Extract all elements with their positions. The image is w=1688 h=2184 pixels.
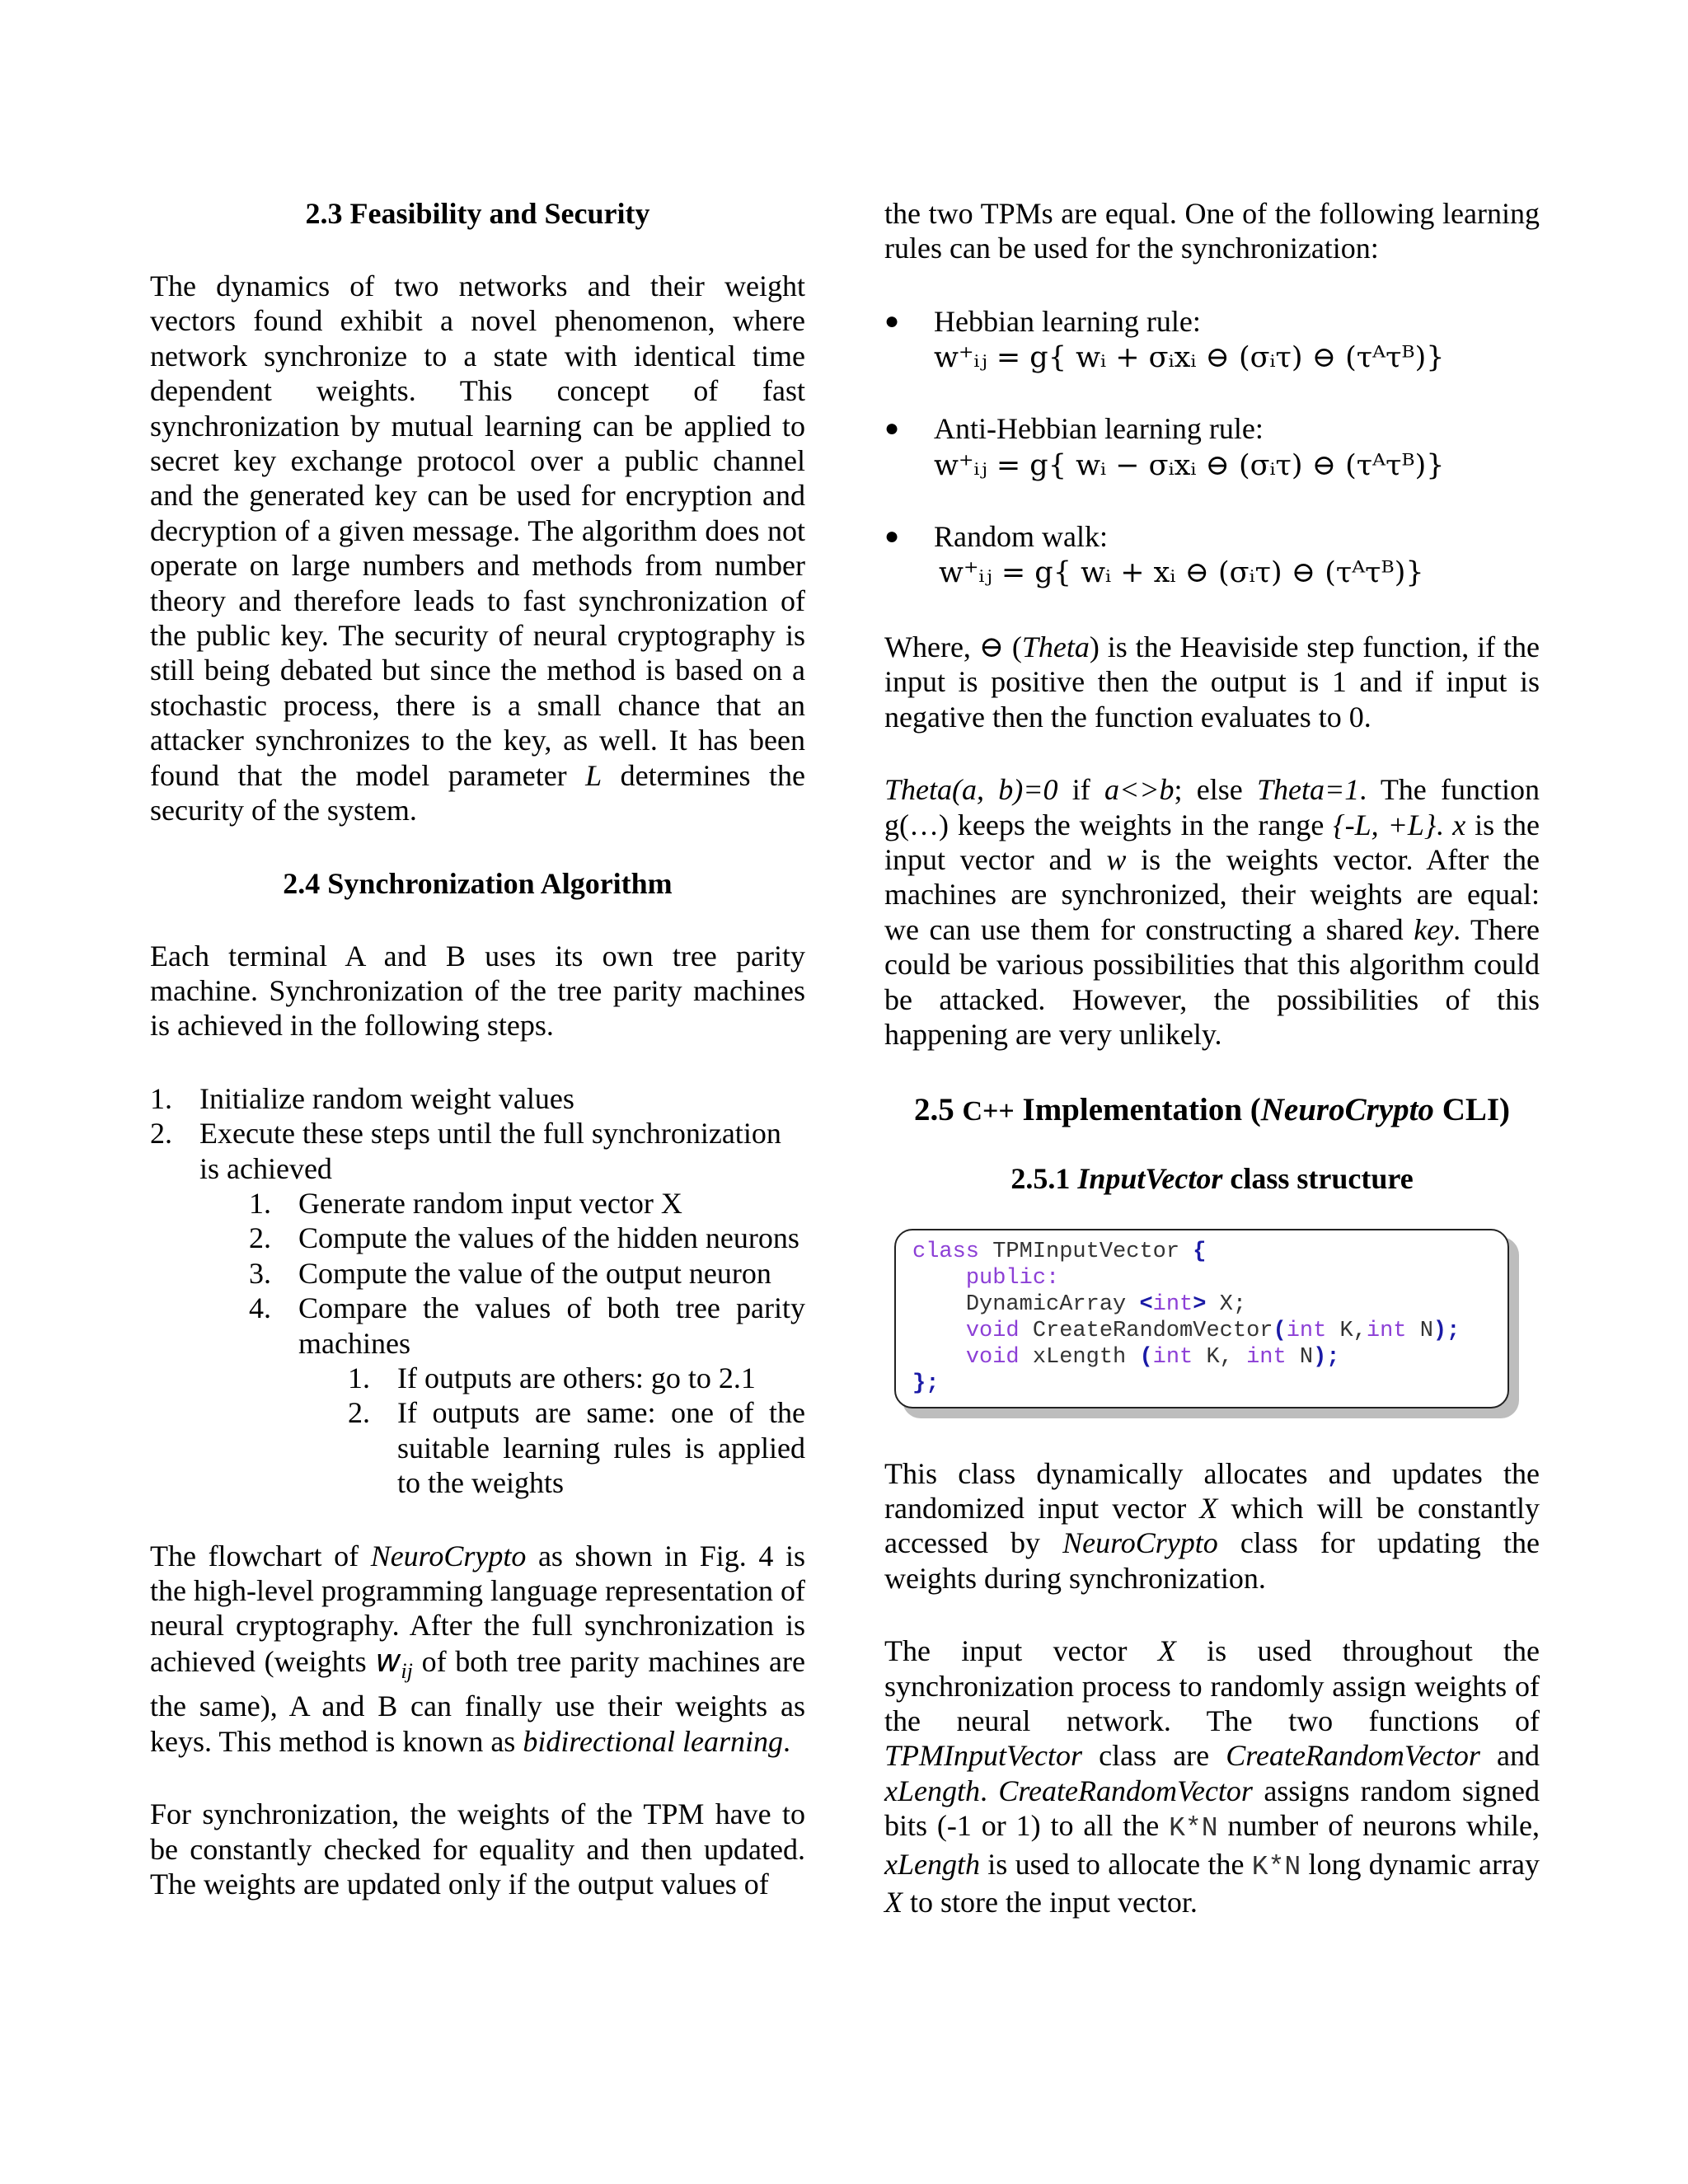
paragraph-feasibility: The dynamics of two networks and their weight vectors found exhibit a novel phenomenon, where network synchronize to a state with identical time dependent weights. This concept of fast synchronization by mutual learning can be applied to secret key exchange protocol over a public channel and the generated key can be used for encryption and decryption of a given message. The algorithm does not operate on large numbers and methods from number theory and therefore leads to fast synchronization of the public key. The security of neural cryptography is still being debated but since the method is based on a stochastic process, there is a small chance that an attacker synchronizes to the key, as well. It has been found that the model parameter L determines the security of the system. — [150, 269, 806, 827]
paragraph-theta-function: Theta(a, b)=0 if a<>b; else Theta=1. The function g(…) keeps the weights in the range {-L, +L}. x is the input vector and w is the weights vector. After the machines are synchronized, their weights are equal: we can use them for constructing a shared key. There could be various possibilities that this algorithm could be attacked. However, the possibilities of this happening are very unlikely. — [884, 773, 1540, 1052]
algorithm-steps — [150, 1081, 805, 1501]
step-1: 1. Initialize random weight values — [150, 1081, 574, 1115]
formula-hebbian: w⁺ᵢⱼ = g{ wᵢ + σᵢxᵢ ⊖ (σᵢτ) ⊖ (τᴬτᴮ)} — [934, 341, 1445, 375]
step-2-4-1: 1. If outputs are others: go to 2.1 — [348, 1361, 756, 1394]
paragraph-heaviside: Where, ⊖ (Theta) is the Heaviside step function, if the input is positive then the output is 1 and if input is negative then the function evaluates to 0. — [884, 630, 1540, 733]
step-2-4: 4. Compare the values of both tree parity machines — [249, 1291, 805, 1360]
paragraph-input-vector: The input vector X is used throughout the synchronization process to randomly assign weights of the neural network. The two functions of TPMInputVector class are CreateRandomVector and xLength. CreateRandomVector assigns random signed bits (-1 or 1) to all the K*N number of neurons while, xLength is used to allocate the K*N long dynamic array X to store the input vector. — [884, 1634, 1540, 1919]
rule-anti-hebbian — [884, 411, 1540, 484]
subsection-heading-2-5-1: 2.5.1 InputVector class structure — [1010, 1161, 1414, 1195]
paragraph-class-description: This class dynamically allocates and updates the randomized input vector X which will be constantly accessed by NeuroCrypto class for updating the weights during synchronization. — [884, 1456, 1540, 1595]
rule-hebbian — [884, 304, 1540, 377]
code-listing — [894, 1229, 1512, 1412]
rule-random-walk — [884, 519, 1540, 592]
step-2-4-2: 2. If outputs are same: one of the suitable learning rules is applied to the weights — [348, 1396, 805, 1500]
step-2-3: 3. Compute the value of the output neuron — [249, 1256, 771, 1290]
paragraph-sync-intro: Each terminal A and B uses its own tree parity machine. Synchronization of the tree parity machines is achieved in the following steps. — [150, 939, 805, 1043]
section-heading-2-4: 2.4 Synchronization Algorithm — [283, 866, 673, 900]
rule-anti-hebbian-label: Anti-Hebbian learning rule: — [934, 412, 1264, 446]
paragraph-sync-weights: For synchronization, the weights of the TPM have to be constantly checked for equality and then updated. The weights are updated only if the output values of — [150, 1797, 805, 1901]
step-2-2: 2. Compute the values of the hidden neurons — [249, 1221, 799, 1255]
rule-hebbian-label: Hebbian learning rule: — [934, 304, 1201, 338]
code-box — [894, 1229, 1509, 1408]
step-2: 2. Execute these steps until the full synchronization is achieved — [150, 1117, 781, 1185]
bullet-icon: ● — [884, 415, 900, 443]
left-column — [150, 196, 805, 1901]
formula-anti-hebbian: w⁺ᵢⱼ = g{ wᵢ − σᵢxᵢ ⊖ (σᵢτ) ⊖ (τᴬτᴮ)} — [934, 448, 1445, 482]
paragraph-flowchart: The flowchart of NeuroCrypto as shown in Fig. 4 is the high-level programming language representation of neural cryptography. After the full synchronization is achieved (weights $w_{ij}$ of both tree parity machines are the same), A and B can finally use their weights as keys. This method is known as bidirectional learning. — [150, 1539, 805, 1758]
right-column — [884, 196, 1540, 1919]
rule-random-walk-label: Random walk: — [934, 519, 1108, 553]
bullet-icon: ● — [884, 307, 900, 335]
step-2-1: 1. Generate random input vector X — [249, 1186, 682, 1220]
paragraph-tpm-equal: the two TPMs are equal. One of the following learning rules can be used for the synchronization: — [884, 197, 1540, 265]
code-text: class TPMInputVector { public: DynamicArray <int> X; void CreateRandomVector(int K,int N); void xLength (int K, int N); }; — [912, 1239, 1461, 1396]
section-heading-2-5: 2.5 C++ Implementation (NeuroCrypto CLI) — [913, 1091, 1511, 1127]
bullet-icon: ● — [884, 522, 900, 550]
section-heading-2-3: 2.3 Feasibility and Security — [305, 197, 650, 230]
formula-random-walk: w⁺ᵢⱼ = g{ wᵢ + xᵢ ⊖ (σᵢτ) ⊖ (τᴬτᴮ)} — [939, 556, 1424, 590]
